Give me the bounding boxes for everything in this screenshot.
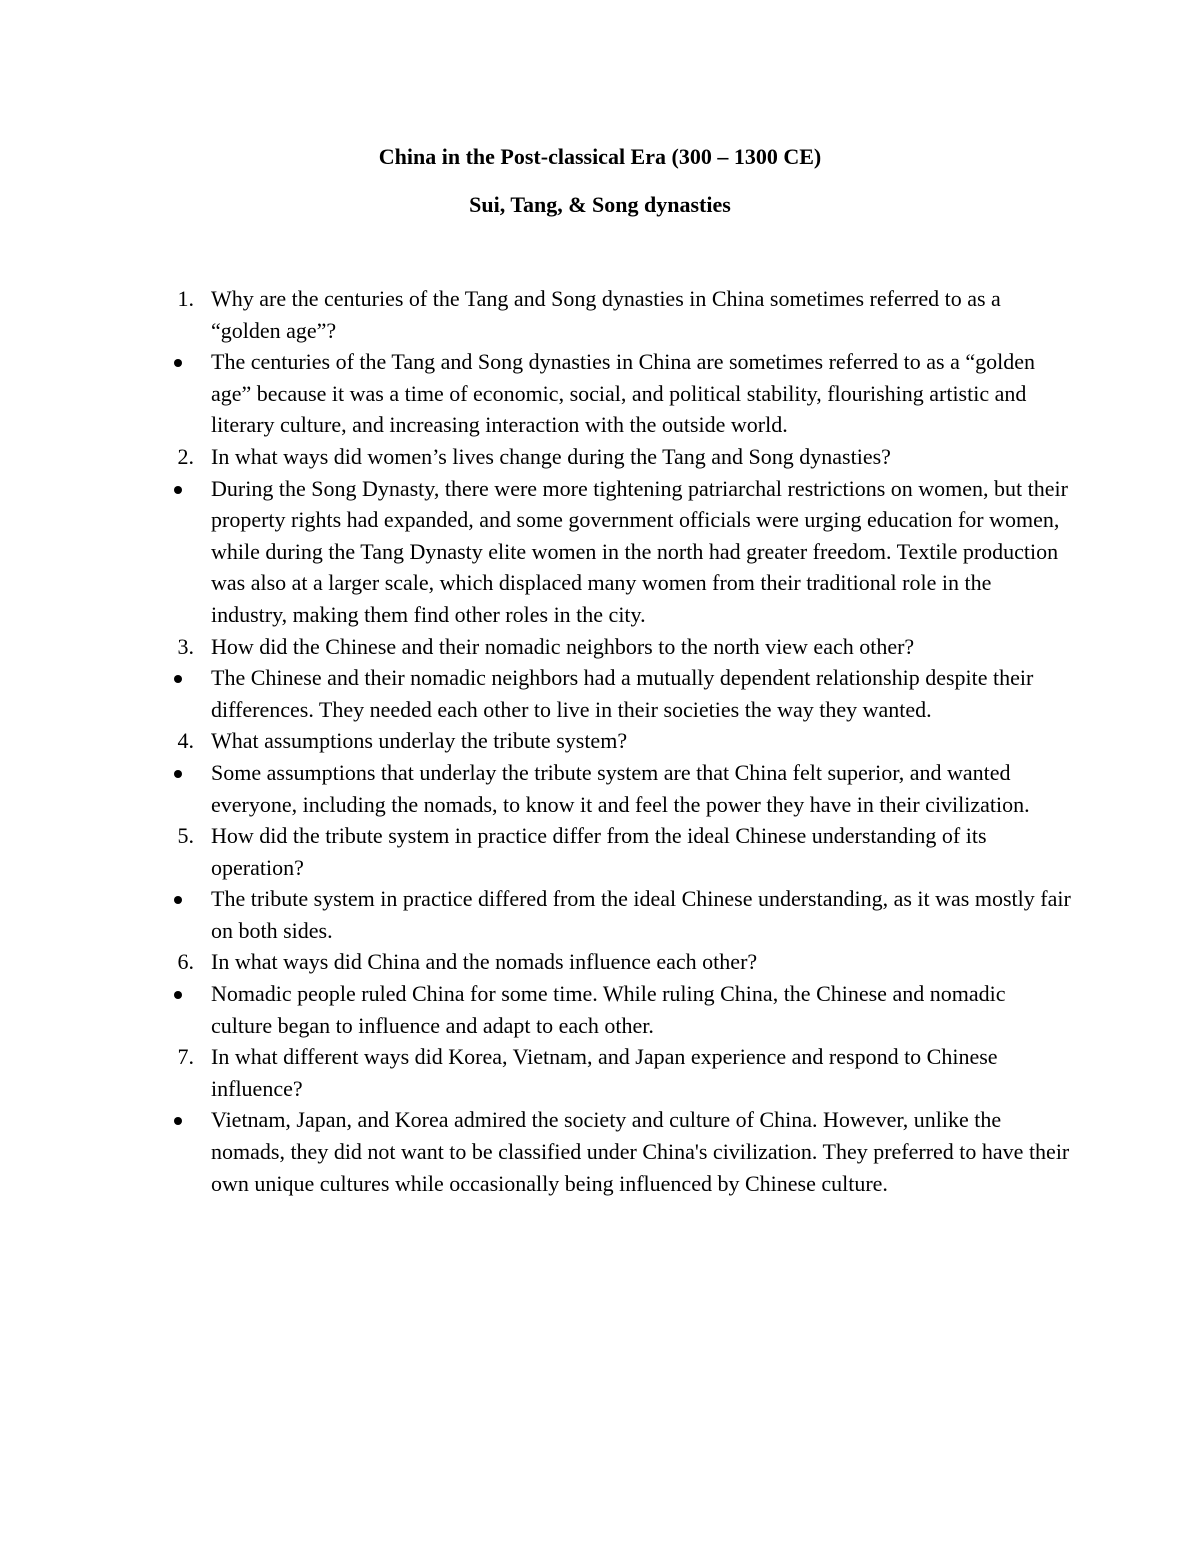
bullet-icon: [174, 675, 182, 683]
document-subtitle: Sui, Tang, & Song dynasties: [469, 192, 731, 217]
bullet-icon: [174, 1117, 182, 1125]
answer-text: Nomadic people ruled China for some time. While ruling China, the Chinese and nomadic culture began to influence and adapt to each other.: [211, 981, 1006, 1038]
bullet-icon: [174, 896, 182, 904]
question-answer-list: [0, 283, 1200, 1199]
bullet-icon: [174, 359, 182, 367]
question-item: [0, 725, 1071, 757]
question-item: [0, 1041, 1071, 1104]
bullet-icon: [174, 486, 182, 494]
answer-text: Vietnam, Japan, and Korea admired the society and culture of China. However, unlike the nomads, they did not want to be classified under China's civilization. They preferred to have their own unique cultures while occasionally being influenced by Chinese culture.: [211, 1107, 1070, 1196]
question-number: 5.: [177, 823, 194, 849]
question-text: Why are the centuries of the Tang and Song dynasties in China sometimes referred to as a “golden age”?: [211, 286, 1001, 343]
bullet-icon: [174, 991, 182, 999]
question-text: In what ways did women’s lives change during the Tang and Song dynasties?: [211, 443, 891, 469]
question-text: In what ways did China and the nomads influence each other?: [211, 949, 758, 975]
answer-text: The Chinese and their nomadic neighbors had a mutually dependent relationship despite their differences. They needed each other to live in their societies the way they wanted.: [211, 665, 1034, 722]
question-number: 4.: [177, 728, 194, 754]
question-text: What assumptions underlay the tribute system?: [211, 728, 628, 754]
answer-text: The centuries of the Tang and Song dynasties in China are sometimes referred to as a “golden age” because it was a time of economic, social, and political stability, flourishing artistic and literary culture, and increasing interaction with the outside world.: [211, 349, 1036, 438]
question-item: [0, 441, 1071, 473]
answer-item: [0, 1104, 1071, 1199]
answer-text: The tribute system in practice differed from the ideal Chinese understanding, as it was mostly fair on both sides.: [211, 886, 1071, 943]
answer-item: [0, 757, 1071, 820]
question-text: In what different ways did Korea, Vietnam, and Japan experience and respond to Chinese influence?: [211, 1044, 998, 1101]
document-title: China in the Post-classical Era (300 – 1300 CE): [378, 144, 822, 169]
question-item: [0, 820, 1071, 883]
bullet-icon: [174, 770, 182, 778]
answer-item: [0, 662, 1071, 725]
answer-text: Some assumptions that underlay the tribute system are that China felt superior, and wanted everyone, including the nomads, to know it and feel the power they have in their civilization.: [211, 759, 1030, 817]
question-item: [0, 946, 1071, 978]
question-text: How did the tribute system in practice differ from the ideal Chinese understanding of its operation?: [211, 823, 987, 880]
answer-item: [0, 473, 1071, 631]
answer-item: [0, 346, 1071, 441]
question-number: 7.: [177, 1044, 194, 1070]
question-item: [0, 283, 1071, 346]
question-number: 2.: [177, 443, 194, 469]
answer-text: During the Song Dynasty, there were more tightening patriarchal restrictions on women, but their property rights had expanded, and some government officials were urging education for women, while during the Tang Dynasty elite women in the north had greater freedom. Textile production was also at a larger scale, which displaced many women from their traditional role in the industry, making them find other roles in the city.: [211, 475, 1068, 627]
question-number: 3.: [177, 633, 194, 659]
question-item: [0, 631, 1071, 663]
question-number: 6.: [177, 949, 194, 975]
answer-item: [0, 883, 1071, 946]
question-text: How did the Chinese and their nomadic neighbors to the north view each other?: [211, 633, 915, 659]
answer-item: [0, 978, 1071, 1041]
question-number: 1.: [177, 286, 194, 311]
